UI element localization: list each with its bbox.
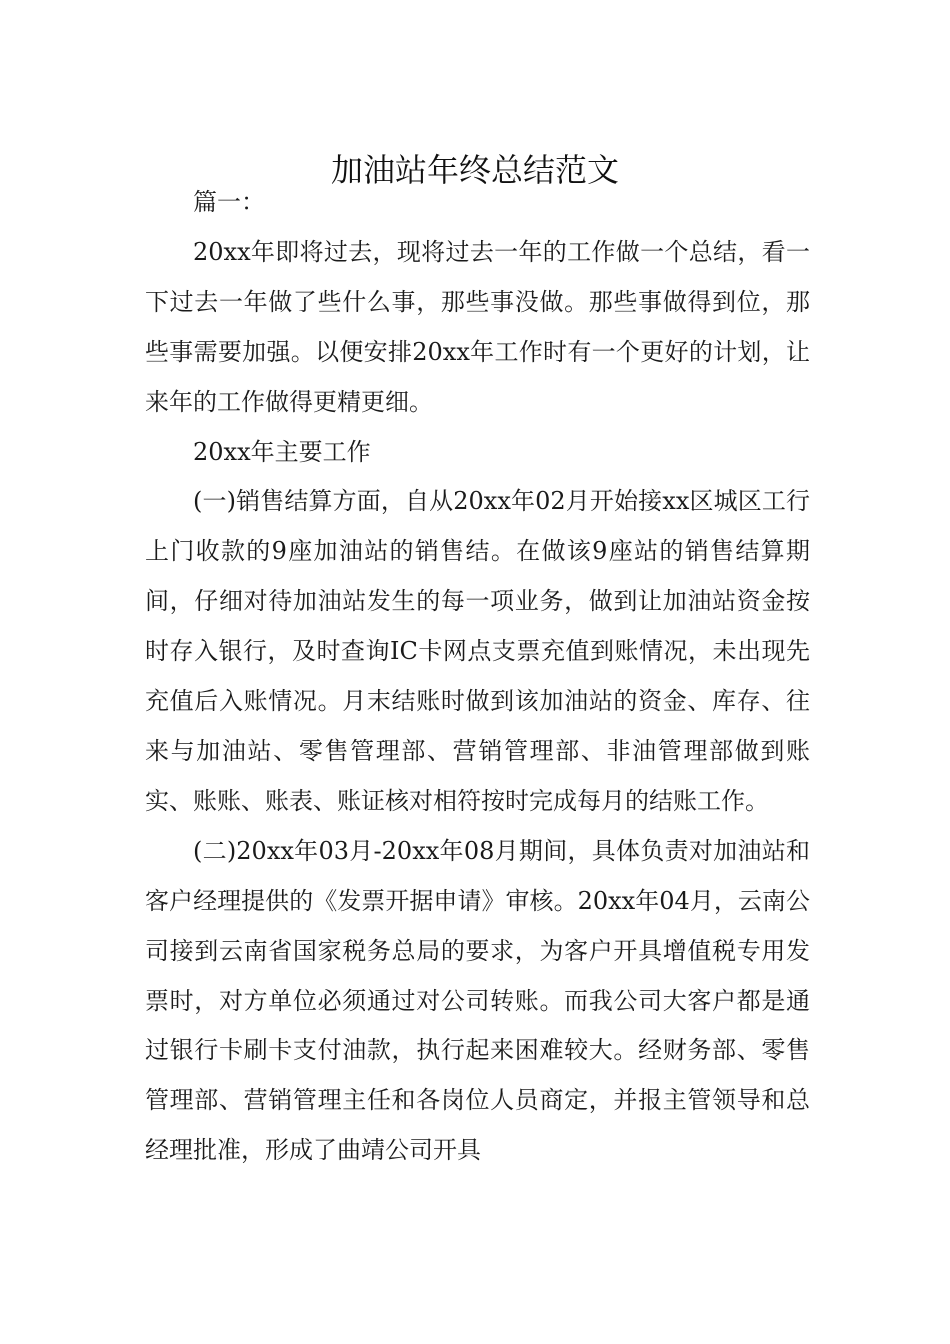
paragraph-invoice-review: (二)20xx年03月-20xx年08月期间，具体负责对加油站和客户经理提供的《发票开据申请》审核。20xx年04月，云南公司接到云南省国家税务总局的要求，为客户开具增值税专用发票时，对方单位必须通过对公司转账。而我公司大客户都是通过银行卡刷卡支付油款，执行起来困难较大。经财务部、零售管理部、营销管理主任和各岗位人员商定，并报主管领导和总经理批准，形成了曲靖公司开具 bbox=[145, 836, 810, 1165]
document-title: 加油站年终总结范文 bbox=[330, 151, 619, 190]
paragraph-section-heading: 篇一： bbox=[193, 188, 265, 216]
paragraph-intro: 20xx年即将过去，现将过去一年的工作做一个总结，看一下过去一年做了些什么事，那些事没做。那些事做得到位，那些事需要加强。以便安排20xx年工作时有一个更好的计划，让来年的工作做得更精更细。 bbox=[145, 237, 810, 416]
paragraph-main-work-heading: 20xx年主要工作 bbox=[193, 437, 371, 466]
paragraph-sales-settlement: (一)销售结算方面，自从20xx年02月开始接xx区城区工行上门收款的9座加油站的销售结。在做该9座站的销售结算期间，仔细对待加油站发生的每一项业务，做到让加油站资金按时存入银行，及时查询IC卡网点支票充值到账情况，未出现先充值后入账情况。月末结账时做到该加油站的资金、库存、往来与加油站、零售管理部、营销管理部、非油管理部做到账实、账账、账表、账证核对相符按时完成每月的结账工作。 bbox=[145, 487, 810, 815]
document-body bbox=[145, 178, 810, 1176]
